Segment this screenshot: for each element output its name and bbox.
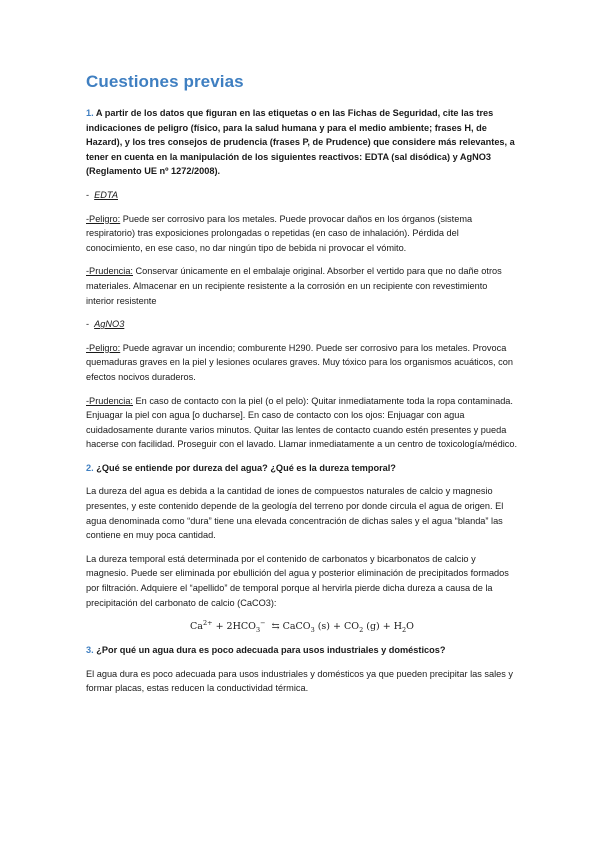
chemical-equation [86, 619, 518, 634]
edta-prudencia-label: -Prudencia: [86, 266, 133, 277]
agno3-prudencia-label: -Prudencia: [86, 395, 133, 406]
edta-name: EDTA [94, 189, 118, 200]
question-2-text: ¿Qué se entiende por dureza del agua? ¿Qué es la dureza temporal? [96, 462, 396, 473]
question-2-number: 2. [86, 462, 94, 473]
agno3-peligro-text: Puede agravar un incendio; comburente H290. Puede ser corrosivo para los metales. Provoca quemaduras graves en la piel y lesiones oculares graves. Muy tóxico para los organismos acuáticos, con efectos nocivos duraderos. [86, 342, 513, 382]
eq-h2o: H [393, 621, 403, 633]
edta-heading [86, 188, 518, 203]
edta-prudencia [86, 264, 518, 308]
edta-peligro [86, 212, 518, 256]
eq-caco3-state: (s) + [314, 621, 345, 633]
edta-dash: - [86, 189, 90, 200]
question-3 [86, 643, 518, 658]
question-1-number: 1. [86, 108, 94, 118]
eq-arrow: ⇆ [265, 621, 283, 633]
eq-h2o-o: O [406, 621, 414, 633]
edta-prudencia-text: Conservar únicamente en el embalaje original. Absorber el vertido para que no dañe otros materiales. Almacenar en un recipiente resistente a la corrosión en un recipiente con revestimiento interior resistente [86, 266, 502, 306]
eq-caco3-sub: 3 [310, 626, 315, 635]
question-3-text: ¿Por qué un agua dura es poco adecuada para usos industriales y domésticos? [96, 645, 446, 656]
question-1 [86, 106, 518, 179]
eq-co2-sub: 2 [359, 626, 364, 635]
answer-3-paragraph-1: El agua dura es poco adecuada para usos industriales y domésticos ya que pueden precipitar las sales y formar placas, estas reducen la conductividad térmica. [86, 668, 513, 694]
agno3-dash: - [86, 319, 90, 330]
edta-peligro-label: -Peligro: [86, 213, 121, 224]
agno3-prudencia-text: En caso de contacto con la piel (o el pelo): Quitar inmediatamente toda la ropa contaminada. Enjuagar la piel con agua [o ducharse]. En caso de contacto con los ojos: Enjuagar con agua cuidadosamente durante varios minutos. Quitar las lentes de contacto cuando estén presentes y pueda hacerse con facilidad. Proseguir con el lavado. Llamar inmediatamente a un centro de toxicología/médico. [86, 395, 518, 450]
question-3-number: 3. [86, 645, 94, 656]
eq-caco3: CaCO [282, 621, 311, 633]
answer-2-paragraph-1: La dureza del agua es debida a la cantidad de iones de compuestos naturales de calcio y magnesio presentes, y este contenido depende de la geología del terreno por donde circula el agua de origen. El agua denominada como “dura” tiene una elevada concentración de dichas sales y el agua “blanda” las contiene en muy poca cantidad. [86, 486, 504, 541]
question-2 [86, 461, 518, 476]
answer-2-paragraph-2: La dureza temporal está determinada por el contenido de carbonatos y bicarbonatos de calcio y magnesio. Puede ser eliminada por ebullición del agua y posterior eliminación de precipitados formados por filtración. Adquiere el “apellido” de temporal porque al hervirla pierde dicha dureza a causa de la precipitación del carbonato de calcio (CaCO3): [86, 553, 509, 608]
eq-ca-charge: 2+ [202, 619, 213, 628]
eq-co2-state: (g) + [363, 621, 394, 633]
question-1-text: A partir de los datos que figuran en las etiquetas o en las Fichas de Seguridad, cite las tres indicaciones de peligro (físico, para la salud humana y para el medio ambiente; frases H, de Hazard), y los tres consejos de prudencia (frases P, de Prudence) que considere más relevantes, a tener en cuenta en la manipulación de los siguientes reactivos: EDTA (sal disódica) y AgNO3 (Reglamento UE nº 1272/2008). [86, 108, 515, 177]
edta-peligro-text: Puede ser corrosivo para los metales. Puede provocar daños en los órganos (sistema respiratorio) tras exposiciones prolongadas o repetidas (en caso de inhalación). Pérdida del conocimiento, en ese caso, no dar ningún tipo de bebida ni provocar el vómito. [86, 213, 473, 253]
eq-hco3: + 2HCO [212, 621, 256, 633]
eq-hco3-sub: 3 [255, 626, 261, 635]
agno3-heading [86, 317, 518, 332]
eq-ca: Ca [190, 621, 203, 633]
document-page [86, 72, 518, 705]
agno3-peligro [86, 341, 518, 385]
page-title: Cuestiones previas [86, 72, 244, 91]
agno3-name: AgNO3 [94, 319, 125, 330]
agno3-prudencia [86, 394, 518, 452]
agno3-peligro-label: -Peligro: [86, 342, 121, 353]
eq-hco3-charge: − [260, 619, 266, 628]
eq-co2: CO [344, 621, 360, 633]
eq-h2o-sub: 2 [402, 626, 407, 635]
